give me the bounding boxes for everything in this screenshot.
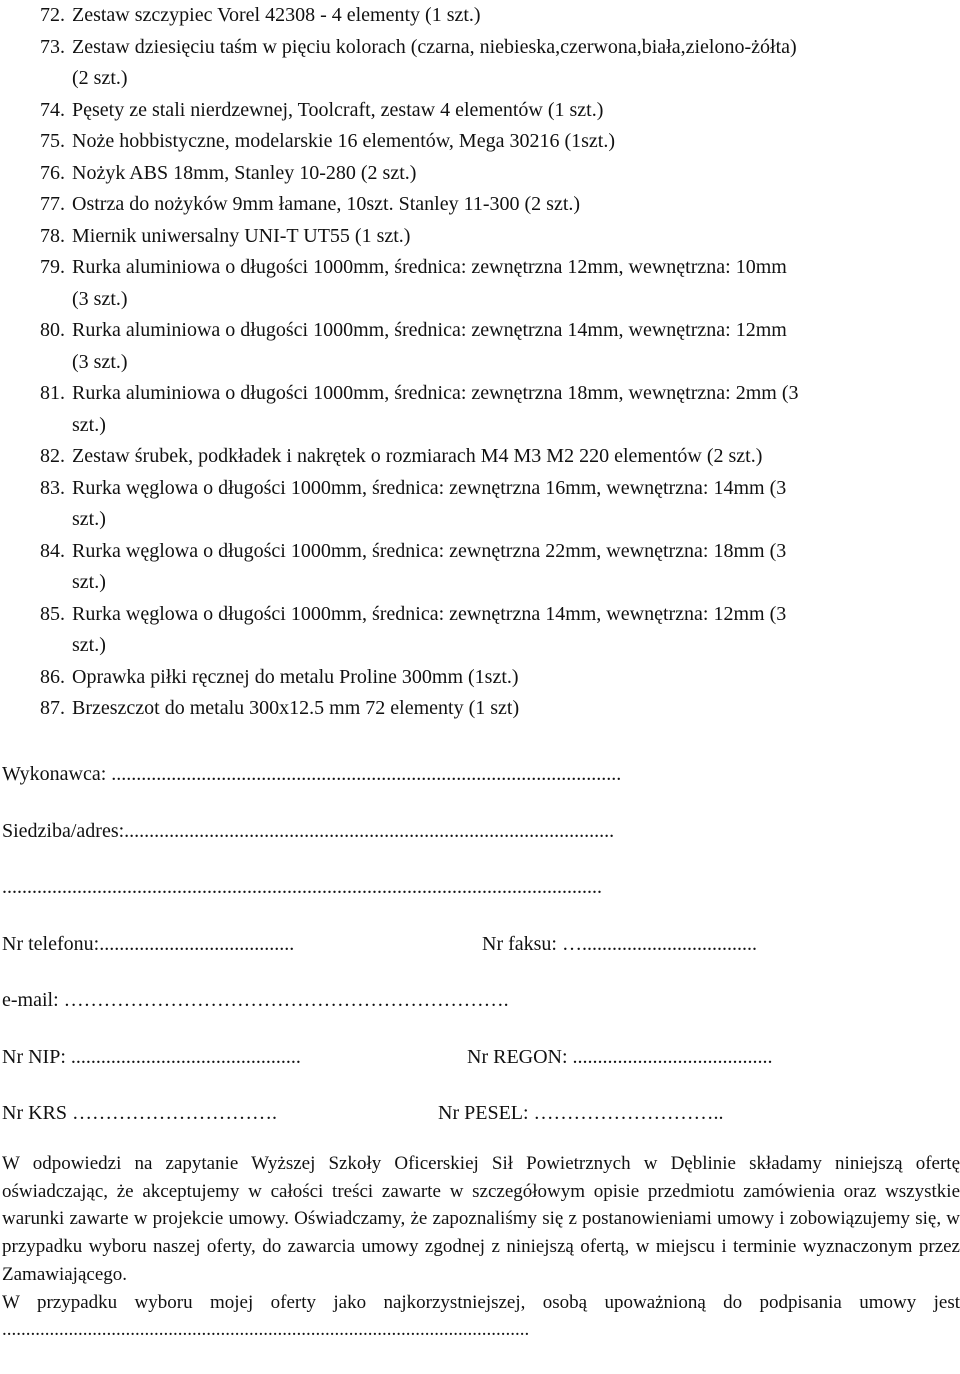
- item-text: Zestaw dziesięciu taśm w pięciu kolorach (czarna, niebieska,czerwona,biała,zielono-żółta): [72, 35, 797, 58]
- list-item-continuation: [40, 630, 955, 662]
- list-item: [40, 378, 955, 410]
- item-number: 82.: [40, 445, 65, 467]
- equipment-list: [40, 0, 955, 725]
- regon-field: Nr REGON: ........................................: [467, 1045, 773, 1068]
- form-row-siedziba: [2, 813, 952, 870]
- item-number: 78.: [40, 224, 65, 247]
- list-item: [40, 32, 955, 64]
- item-text: Zestaw szczypiec Vorel 42308 - 4 elementy (1 szt.): [72, 4, 481, 26]
- item-number: 79.: [40, 256, 65, 278]
- telefon-field: Nr telefonu:.......................................: [2, 932, 295, 955]
- pesel-field: Nr PESEL: ………………………..: [438, 1102, 724, 1124]
- item-number: 75.: [40, 130, 65, 152]
- declaration-text: [2, 1150, 960, 1344]
- list-item: [40, 536, 955, 568]
- item-text: (3 szt.): [72, 287, 128, 310]
- item-text: Rurka aluminiowa o długości 1000mm, średnica: zewnętrzna 18mm, wewnętrzna: 2mm (3: [72, 382, 799, 404]
- form-row-siedziba-continuation: [2, 869, 952, 926]
- item-text: Noże hobbistyczne, modelarskie 16 elementów, Mega 30216 (1szt.): [72, 130, 615, 152]
- item-number: 76.: [40, 161, 65, 184]
- list-item: [40, 158, 955, 190]
- item-text: szt.): [72, 413, 106, 436]
- item-text: (3 szt.): [72, 350, 128, 373]
- item-text: Pęsety ze stali nierdzewnej, Toolcraft, zestaw 4 elementów (1 szt.): [72, 98, 604, 121]
- item-text: Brzeszczot do metalu 300x12.5 mm 72 elementy (1 szt): [72, 697, 520, 719]
- item-number: 81.: [40, 382, 65, 404]
- item-text: Zestaw śrubek, podkładek i nakrętek o rozmiarach M4 M3 M2 220 elementów (2 szt.): [72, 445, 763, 467]
- form-row-nip-regon: [2, 1039, 952, 1096]
- declaration-paragraph: W odpowiedzi na zapytanie Wyższej Szkoły Oficerskiej Sił Powietrznych w Dęblinie składamy niniejszą ofertę oświadczając, że akceptujemy w całości treści zawarte w szczegółowym opisie przedmiotu zamówienia oraz wszystkie warunki zawarte w projekcie umowy. Oświadczamy, że zapoznaliśmy się z postanowieniami umowy i zobowiązujemy się, w przypadku wyboru naszej oferty, do zawarcia umowy zgodnej z niniejszą ofertą, w miejscu i terminie wyznaczonym przez Zamawiającego.: [2, 1153, 960, 1285]
- form-row-krs-pesel: [2, 1095, 952, 1152]
- form-row-email: [2, 982, 952, 1039]
- item-number: 87.: [40, 697, 65, 719]
- signatory-paragraph: W przypadku wyboru mojej oferty jako najkorzystniejszej, osobą upoważnioną do podpisania umowy jest ...............................................................................................................: [2, 1291, 960, 1341]
- item-number: 77.: [40, 193, 65, 215]
- list-item: [40, 315, 955, 347]
- list-item: [40, 189, 955, 221]
- item-text: Ostrza do nożyków 9mm łamane, 10szt. Stanley 11-300 (2 szt.): [72, 193, 581, 215]
- item-text: (2 szt.): [72, 67, 128, 89]
- form-row-phone-fax: [2, 926, 952, 983]
- item-text: Rurka węglowa o długości 1000mm, średnica: zewnętrzna 14mm, wewnętrzna: 12mm (3: [72, 602, 787, 625]
- item-text: Rurka węglowa o długości 1000mm, średnica: zewnętrzna 22mm, wewnętrzna: 18mm (3: [72, 539, 787, 562]
- item-text: Rurka aluminiowa o długości 1000mm, średnica: zewnętrzna 12mm, wewnętrzna: 10mm: [72, 256, 787, 278]
- list-item: [40, 0, 955, 32]
- list-item-continuation: [40, 284, 955, 316]
- krs-field: Nr KRS ………………………….: [2, 1102, 278, 1124]
- email-field: e-mail: ………………………………………………………….: [2, 989, 509, 1011]
- list-item: [40, 441, 955, 473]
- item-text: Nożyk ABS 18mm, Stanley 10-280 (2 szt.): [72, 161, 417, 184]
- list-item: [40, 252, 955, 284]
- item-number: 84.: [40, 539, 65, 562]
- item-number: 73.: [40, 35, 65, 58]
- list-item: [40, 599, 955, 631]
- list-item: [40, 221, 955, 253]
- faks-field: Nr faksu: …...................................: [482, 932, 757, 955]
- list-item-continuation: [40, 347, 955, 379]
- item-text: szt.): [72, 634, 106, 656]
- item-number: 85.: [40, 602, 65, 625]
- item-text: szt.): [72, 571, 106, 593]
- list-item: [40, 126, 955, 158]
- item-text: Rurka aluminiowa o długości 1000mm, średnica: zewnętrzna 14mm, wewnętrzna: 12mm: [72, 319, 787, 341]
- item-number: 83.: [40, 476, 65, 499]
- list-item: [40, 473, 955, 505]
- list-item-continuation: [40, 63, 955, 95]
- form-row-wykonawca: [2, 756, 952, 813]
- item-number: 80.: [40, 319, 65, 341]
- item-text: szt.): [72, 508, 106, 530]
- wykonawca-field: Wykonawca: ......................................................................................................: [2, 763, 622, 785]
- siedziba-field-2: ........................................................................................................................: [2, 876, 602, 898]
- list-item-continuation: [40, 567, 955, 599]
- item-text: Oprawka piłki ręcznej do metalu Proline 300mm (1szt.): [72, 665, 519, 688]
- contractor-form: [2, 756, 952, 1152]
- item-text: Rurka węglowa o długości 1000mm, średnica: zewnętrzna 16mm, wewnętrzna: 14mm (3: [72, 476, 787, 499]
- list-item: [40, 693, 955, 725]
- nip-field: Nr NIP: ..............................................: [2, 1045, 301, 1068]
- item-number: 74.: [40, 98, 65, 121]
- list-item: [40, 95, 955, 127]
- list-item: [40, 662, 955, 694]
- item-text: Miernik uniwersalny UNI-T UT55 (1 szt.): [72, 224, 411, 247]
- item-number: 72.: [40, 4, 65, 26]
- siedziba-field: Siedziba/adres:..................................................................................................: [2, 819, 615, 842]
- list-item-continuation: [40, 504, 955, 536]
- item-number: 86.: [40, 665, 65, 688]
- list-item-continuation: [40, 410, 955, 442]
